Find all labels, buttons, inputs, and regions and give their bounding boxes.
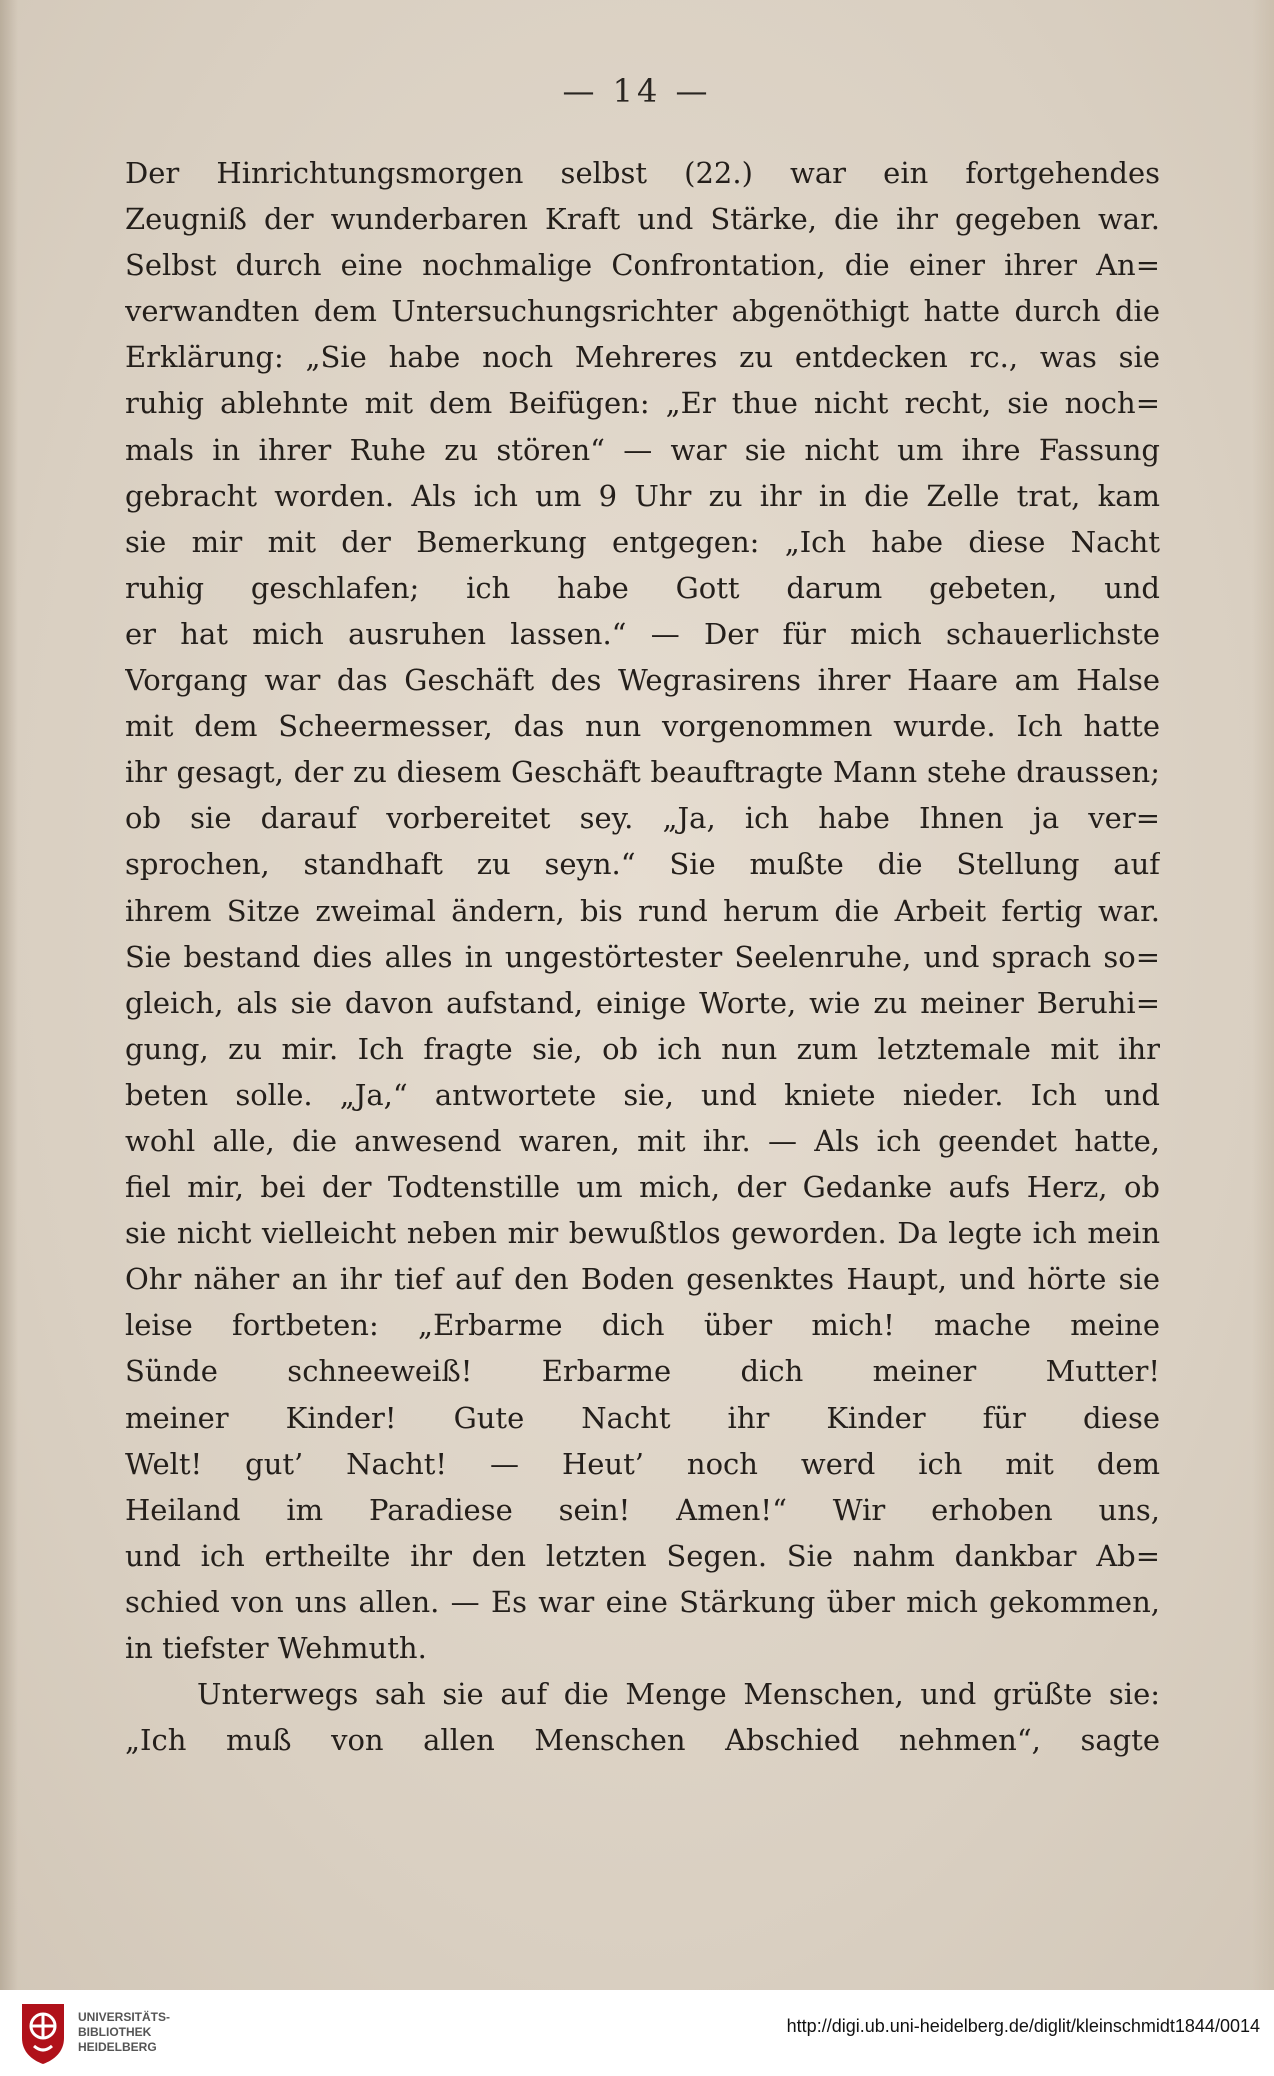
library-name-line: UNIVERSITÄTS- — [78, 2010, 171, 2024]
text-line: Welt! gut’ Nacht! — Heut’ noch werd ich mit dem — [125, 1446, 1160, 1481]
text-line: ihrem Sitze zweimal ändern, bis rund herum die Arbeit fertig war. — [125, 893, 1160, 928]
text-line: ruhig geschlafen; ich habe Gott darum gebeten, und — [125, 570, 1160, 605]
text-line: sie mir mit der Bemerkung entgegen: „Ich habe diese Nacht — [125, 524, 1160, 559]
text-line: Unterwegs sah sie auf die Menge Menschen, und grüßte sie: — [197, 1677, 1160, 1712]
text-line: mals in ihrer Ruhe zu stören“ — war sie nicht um ihre Fassung — [125, 432, 1160, 467]
text-line: sprochen, standhaft zu seyn.“ Sie mußte die Stellung auf — [125, 847, 1160, 882]
library-name — [78, 2010, 238, 2055]
page-edge-shadow — [1252, 0, 1274, 1990]
text-line: leise fortbeten: „Erbarme dich über mich! mache meine — [125, 1308, 1160, 1343]
footer-bar — [0, 1990, 1274, 2076]
text-line: beten solle. „Ja,“ antwortete sie, und kniete nieder. Ich und — [125, 1077, 1160, 1112]
text-line: Selbst durch eine nochmalige Confrontation, die einer ihrer An= — [125, 248, 1160, 283]
text-line: Heiland im Paradiese sein! Amen!“ Wir erhoben uns, — [125, 1492, 1160, 1527]
text-line: mit dem Scheermesser, das nun vorgenommen wurde. Ich hatte — [125, 709, 1160, 744]
text-line: wohl alle, die anwesend waren, mit ihr. — Als ich geendet hatte, — [125, 1123, 1160, 1158]
page-gutter-shadow — [0, 0, 18, 1990]
text-line: Ohr näher an ihr tief auf den Boden gesenktes Haupt, und hörte sie — [125, 1262, 1160, 1297]
text-line: gung, zu mir. Ich fragte sie, ob ich nun zum letztemale mit ihr — [125, 1031, 1160, 1066]
text-line: Sünde schneeweiß! Erbarme dich meiner Mutter! — [125, 1354, 1160, 1389]
text-line: Der Hinrichtungsmorgen selbst (22.) war ein fortgehendes — [125, 156, 1160, 190]
source-url-link[interactable]: http://digi.ub.uni-heidelberg.de/diglit/kleinschmidt1844/0014 — [786, 2016, 1260, 2036]
text-line: und ich ertheilte ihr den letzten Segen. Sie nahm dankbar Ab= — [125, 1538, 1160, 1573]
text-line: sie nicht vielleicht neben mir bewußtlos geworden. Da legte ich mein — [125, 1216, 1160, 1251]
text-line: ihr gesagt, der zu diesem Geschäft beauftragte Mann stehe draussen; — [125, 755, 1160, 790]
library-name-line: HEIDELBERG — [78, 2040, 157, 2054]
text-line: gebracht worden. Als ich um 9 Uhr zu ihr in die Zelle trat, kam — [125, 478, 1160, 513]
university-seal-icon — [18, 2000, 68, 2066]
text-line: Vorgang war das Geschäft des Wegrasirens ihrer Haare am Halse — [125, 663, 1160, 698]
text-line: gleich, als sie davon aufstand, einige Worte, wie zu meiner Beruhi= — [125, 985, 1160, 1020]
text-line: schied von uns allen. — Es war eine Stärkung über mich gekommen, — [125, 1584, 1160, 1619]
page-number: — 14 — — [562, 72, 712, 110]
text-line: ob sie darauf vorbereitet sey. „Ja, ich habe Ihnen ja ver= — [125, 801, 1160, 836]
text-line: ruhig ablehnte mit dem Beifügen: „Er thue nicht recht, sie noch= — [125, 386, 1160, 421]
text-line: „Ich muß von allen Menschen Abschied nehmen“, sagte — [125, 1723, 1160, 1758]
text-line: verwandten dem Untersuchungsrichter abgenöthigt hatte durch die — [125, 294, 1160, 329]
text-line: Erklärung: „Sie habe noch Mehreres zu entdecken rc., was sie — [125, 340, 1160, 375]
text-line: in tiefster Wehmuth. — [125, 1631, 427, 1665]
text-line: Zeugniß der wunderbaren Kraft und Stärke, die ihr gegeben war. — [125, 202, 1160, 237]
text-line: fiel mir, bei der Todtenstille um mich, der Gedanke aufs Herz, ob — [125, 1170, 1160, 1205]
body-text — [125, 150, 1160, 1763]
text-line: meiner Kinder! Gute Nacht ihr Kinder für diese — [125, 1400, 1160, 1435]
text-line: er hat mich ausruhen lassen.“ — Der für mich schauerlichste — [125, 616, 1160, 651]
text-line: Sie bestand dies alles in ungestörtester Seelenruhe, und sprach so= — [125, 939, 1160, 974]
library-name-line: BIBLIOTHEK — [78, 2025, 152, 2039]
